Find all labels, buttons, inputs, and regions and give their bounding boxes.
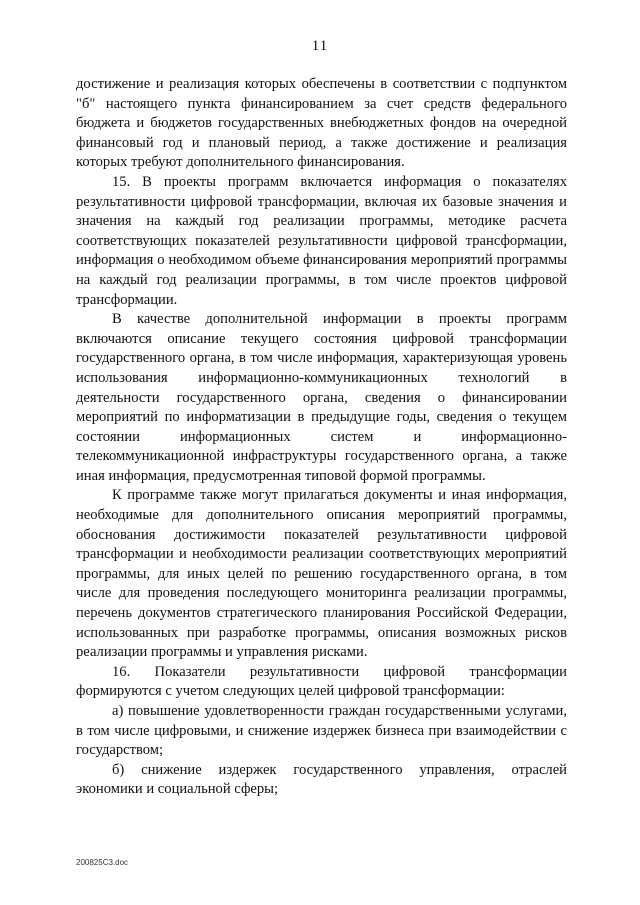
paragraph-continuation: достижение и реализация которых обеспечены в соответствии с подпунктом "б" настоящего пункта финансированием за счет средств федерального бюджета и бюджетов государственных внебюджетных фондов на очередной финансовый год и плановый период, а также достижение и реализация которых требуют дополнительного финансирования. xyxy=(76,76,567,171)
paragraph-subitem-a: а) повышение удовлетворенности граждан государственными услугами, в том числе цифровыми, и снижение издержек бизнеса при взаимодействии с государством; xyxy=(76,703,567,759)
document-body xyxy=(76,75,567,800)
page-number: 11 xyxy=(311,38,329,54)
paragraph-attachments: К программе также могут прилагаться документы и иная информация, необходимые для дополнительного описания мероприятий программы, обоснования достижимости показателей результативности цифровой трансформации и необходимости реализации соответствующих мероприятий программы, для иных целей по решению государственного органа, в том числе для проведения последующего мониторинга реализации программы, перечень документов стратегического планирования Российской Федерации, использованных при разработке программы, описания возможных рисков реализации программы и управления рисками. xyxy=(76,487,567,661)
paragraph-additional-info: В качестве дополнительной информации в проекты программ включаются описание текущего состояния цифровой трансформации государственного органа, в том числе информация, характеризующая уровень использования информационно-коммуникационных технологий в деятельности государственного органа, сведения о финансировании мероприятий по информатизации в предыдущие годы, сведения о текущем состоянии информационных систем и информационно-телекоммуникационной инфраструктуры государственного органа, а также иная информация, предусмотренная типовой формой программы. xyxy=(76,311,567,484)
paragraph-item-16: 16. Показатели результативности цифровой трансформации формируются с учетом следующих целей цифровой трансформации: xyxy=(76,663,567,700)
paragraph-item-15: 15. В проекты программ включается информация о показателях результативности цифровой трансформации, включая их базовые значения и значения на каждый год реализации программы, методике расчета соответствующих показателей результативности цифровой трансформации, информация о необходимом объеме финансирования мероприятий программы на каждый год реализации программы, в том числе проектов цифровой трансформации. xyxy=(76,173,567,308)
file-name-footer: 200825С3.doc xyxy=(76,858,129,867)
paragraph-subitem-b: б) снижение издержек государственного управления, отраслей экономики и социальной сферы; xyxy=(76,761,567,798)
